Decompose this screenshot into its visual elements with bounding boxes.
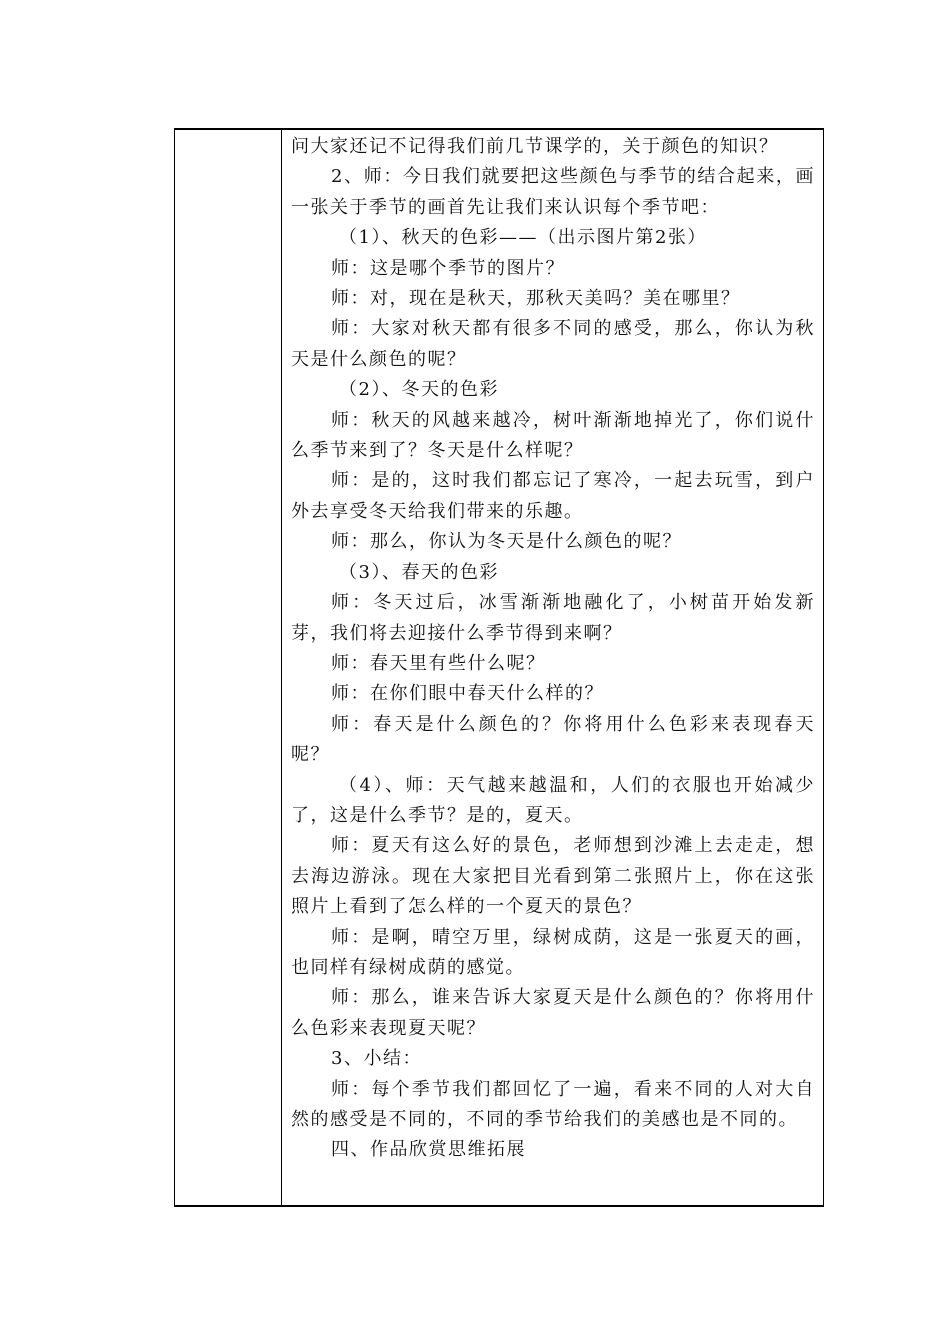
paragraph: 师：是啊，晴空万里，绿树成荫，这是一张夏天的画，也同样有绿树成荫的感觉。	[291, 926, 815, 978]
column-divider	[281, 130, 282, 1205]
paragraph: 师：那么，你认为冬天是什么颜色的呢？	[331, 531, 682, 553]
paragraph: 师：在你们眼中春天什么样的？	[331, 683, 604, 705]
paragraph: （1）、秋天的色彩——（出示图片第2张）	[339, 227, 707, 249]
paragraph: 师：大家对秋天都有很多不同的感受，那么，你认为秋天是什么颜色的呢？	[291, 318, 815, 370]
paragraph: 师：这是哪个季节的图片？	[331, 257, 565, 279]
paragraph: 师：那么，谁来告诉大家夏天是什么颜色的？你将用什么色彩来表现夏天呢？	[291, 987, 815, 1039]
left-column-cell	[175, 130, 281, 1205]
paragraph: 问大家还记不记得我们前几节课学的，关于颜色的知识？	[291, 136, 779, 157]
paragraph: 四、作品欣赏思维拓展	[331, 1139, 526, 1161]
paragraph: 师：夏天有这么好的景色，老师想到沙滩上去走走，想去海边游泳。现在大家把目光看到第二张照片上，你在这张照片上看到了怎么样的一个夏天的景色？	[291, 835, 815, 918]
lesson-table	[174, 128, 824, 1207]
paragraph: （4）、师：天气越来越温和，人们的衣服也开始减少了，这是什么季节？是的，夏天。	[291, 774, 815, 826]
paragraph: 3、小结：	[331, 1048, 422, 1070]
paragraph: 师：春天里有些什么呢？	[331, 652, 546, 674]
paragraph: 师：秋天的风越来越冷，树叶渐渐地掉光了，你们说什么季节来到了？冬天是什么样呢？	[291, 409, 815, 462]
paragraph: 2、师：今日我们就要把这些颜色与季节的结合起来，画一张关于季节的画首先让我们来认识每个季节吧：	[291, 166, 815, 218]
paragraph: 师：对，现在是秋天，那秋天美吗？美在哪里？	[331, 288, 741, 310]
paragraph: 师：冬天过后，冰雪渐渐地融化了，小树苗开始发新芽，我们将去迎接什么季节得到来啊？	[291, 592, 815, 644]
paragraph: 师：春天是什么颜色的？你将用什么色彩来表现春天呢？	[291, 713, 815, 766]
content-cell	[291, 132, 815, 1166]
paragraph: （3）、春天的色彩	[339, 561, 499, 583]
paragraph: （2）、冬天的色彩	[339, 379, 499, 401]
paragraph: 师：每个季节我们都回忆了一遍，看来不同的人对大自然的感受是不同的，不同的季节给我们的美感也是不同的。	[291, 1078, 815, 1130]
paragraph: 师：是的，这时我们都忘记了寒冷，一起去玩雪，到户外去享受冬天给我们带来的乐趣。	[291, 470, 815, 522]
